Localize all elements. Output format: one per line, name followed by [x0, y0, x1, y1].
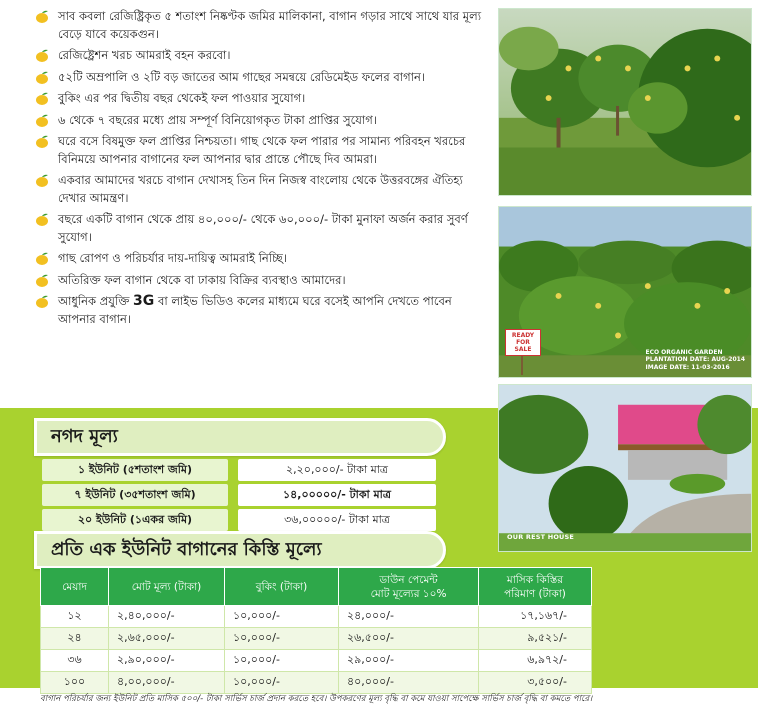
cash-price: ২,২০,০০০/- টাকা মাত্র [238, 459, 436, 481]
eco-garden-caption [645, 349, 745, 372]
feature-text: বা লাইভ ভিডিও কলের মাধ্যমে ঘরে বসেই আপনি দেখতে পাবেন আপনার বাগান। [58, 294, 452, 326]
feature-text: গাছ রোপণ ও পরিচর্যার দায়-দায়িত্ব আমরাই নিচ্ছি। [58, 251, 288, 265]
table-row [42, 509, 436, 531]
mango-icon [34, 213, 50, 227]
mango-icon [34, 174, 50, 188]
eco-garden-photo [498, 206, 752, 378]
feature-item [30, 211, 486, 246]
feature-item [30, 272, 486, 290]
cash-unit: ১ ইউনিট (৫শতাংশ জমি) [42, 459, 228, 481]
cash-price-title: নগদ মূল্য [51, 425, 118, 447]
feature-text: ঘরে বসে বিষমুক্ত ফল প্রাপ্তির নিশ্চয়তা। গাছ থেকে ফল পারার পর সামান্য পরিবহন খরচের বিনিময়ে আপনার বাগানের ফল আপনার দ্বার প্রান্তে পৌছে দিব আমরা। [58, 134, 466, 166]
column-header: মেয়াদ [41, 568, 109, 606]
orchard-photo [498, 8, 752, 196]
feature-text: ৬ থেকে ৭ বছরের মধ্যে প্রায় সম্পূর্ণ বিনিয়োগকৃত টাকা প্রাপ্তির সুযোগ। [58, 112, 377, 127]
table-cell: ২,৪০,০০০/- [109, 606, 225, 628]
feature-item [30, 172, 486, 207]
caption-line: IMAGE DATE: 11-03-2016 [645, 363, 730, 371]
feature-text: বছরে একটি বাগান থেকে প্রায় ৪০,০০০/- থেকে ৬০,০০০/- টাকা মুনাফা অর্জন করার সুবর্ণ সুযোগ। [58, 212, 468, 244]
table-cell: ২,৯০,০০০/- [109, 650, 225, 672]
cash-price-table [42, 456, 436, 534]
feature-item [30, 47, 486, 65]
table-cell: ২,৬৫,০০০/- [109, 628, 225, 650]
feature-text: একবার আমাদের খরচে বাগান দেখাসহ তিন দিন নিজস্ব বাংলোয় থেকে উত্তরবঙ্গের ঐতিহ্য দেখার আমন্ত্রণ। [58, 173, 463, 205]
feature-text: ৫২টি অম্রপালি ও ২টি বড় জাতের আম গাছের সমন্বয়ে রেডিমেইড ফলের বাগান। [58, 69, 425, 84]
table-cell: ৩,৫০০/- [479, 672, 592, 694]
mango-icon [34, 252, 50, 266]
feature-item [30, 112, 486, 130]
table-header-row [41, 568, 592, 606]
column-header: বুকিং (টাকা) [225, 568, 339, 606]
cell-gap [228, 459, 238, 481]
table-cell: ১০,০০০/- [225, 606, 339, 628]
rest-house-photo [498, 384, 752, 552]
feature-item [30, 69, 486, 87]
feature-list [30, 8, 486, 332]
installment-header [34, 531, 446, 569]
mango-icon [34, 10, 50, 24]
feature-item [30, 133, 486, 168]
cash-price: ১৪,০০০০০/- টাকা মাত্র [238, 484, 436, 506]
caption-line: ECO ORGANIC GARDEN [645, 348, 723, 356]
column-header: মোট মূল্য (টাকা) [109, 568, 225, 606]
mango-icon [34, 295, 50, 309]
installment-title: প্রতি এক ইউনিট বাগানের কিস্তি মূল্যে [51, 538, 322, 560]
cell-gap [228, 484, 238, 506]
mango-icon [34, 71, 50, 85]
cell-gap [228, 509, 238, 531]
table-cell: ১০০ [41, 672, 109, 694]
mango-icon [34, 49, 50, 63]
feature-text: বুকিং এর পর দ্বিতীয় বছর থেকেই ফল পাওয়ার সুযোগ। [58, 91, 306, 105]
table-cell: ২৬,৫০০/- [339, 628, 479, 650]
table-cell: ১০,০০০/- [225, 650, 339, 672]
feature-text: সাব কবলা রেজিষ্ট্রিকৃত ৫ শতাংশ নিষ্কণ্টক জমির মালিকানা, বাগান গড়ার সাথে সাথে যার মূল্য বেড়ে যাবে কয়েকগুন। [58, 9, 482, 41]
table-cell: ১০,০০০/- [225, 628, 339, 650]
mango-icon [34, 114, 50, 128]
table-cell: ১২ [41, 606, 109, 628]
table-row [41, 672, 592, 694]
table-row [41, 628, 592, 650]
feature-highlight: 3G [133, 293, 155, 309]
table-row [42, 459, 436, 481]
column-header: মাসিক কিস্তির পরিমাণ (টাকা) [479, 568, 592, 606]
service-charge-note: বাগান পরিচর্যার জন্য ইউনিট প্রতি মাসিক ৫০০/- টাকা সার্ভিস চার্জ প্রদান করতে হবে। উপকরণের মূল্য বৃদ্ধি বা কমে যাওয়া সাপেক্ষে সার্ভিস চার্জ বৃদ্ধি বা কমতে পারে। [40, 694, 593, 704]
mango-icon [34, 274, 50, 288]
cash-unit: ২০ ইউনিট (১একর জমি) [42, 509, 228, 531]
table-cell: ১০,০০০/- [225, 672, 339, 694]
table-cell: ৯,৫২১/- [479, 628, 592, 650]
cash-price-header [34, 418, 446, 456]
caption-line: PLANTATION DATE: AUG-2014 [645, 356, 745, 363]
table-row [41, 650, 592, 672]
table-row [41, 606, 592, 628]
mango-icon [34, 92, 50, 106]
feature-item [30, 250, 486, 268]
feature-item [30, 8, 486, 43]
table-row [42, 484, 436, 506]
table-cell: ২৪ [41, 628, 109, 650]
feature-item [30, 90, 486, 108]
table-cell: ৪,০০,০০০/- [109, 672, 225, 694]
table-cell: ৩৬ [41, 650, 109, 672]
table-cell: ৬,৯৭২/- [479, 650, 592, 672]
cash-price: ৩৬,০০০০০/- টাকা মাত্র [238, 509, 436, 531]
table-cell: ২৯,০০০/- [339, 650, 479, 672]
mango-icon [34, 135, 50, 149]
feature-item [30, 293, 486, 328]
ready-for-sale-sign: READY FOR SALE [505, 329, 541, 356]
installment-table [40, 567, 592, 694]
column-header: ডাউন পেমেন্ট মোট মূল্যের ১০% [339, 568, 479, 606]
feature-text: রেজিষ্ট্রেশন খরচ আমরাই বহন করবো। [58, 48, 231, 62]
table-cell: ২৪,০০০/- [339, 606, 479, 628]
table-cell: ১৭,১৬৭/- [479, 606, 592, 628]
feature-text: অতিরিক্ত ফল বাগান থেকে বা ঢাকায় বিক্রির ব্যবস্থাও আমাদের। [58, 272, 346, 287]
rest-house-caption: OUR REST HOUSE [507, 533, 575, 541]
feature-text: আধুনিক প্রযুক্তি [58, 294, 130, 308]
cash-unit: ৭ ইউনিট (৩৫শতাংশ জমি) [42, 484, 228, 506]
table-cell: ৪০,০০০/- [339, 672, 479, 694]
